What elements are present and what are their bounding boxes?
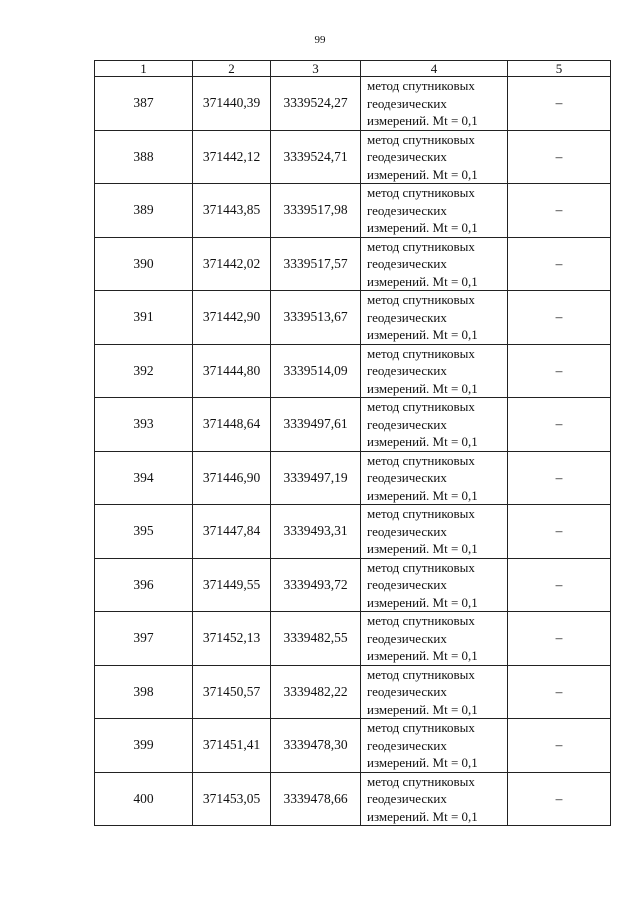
method-line: метод спутниковых bbox=[367, 666, 475, 682]
note-cell: – bbox=[508, 291, 611, 345]
point-number-cell: 390 bbox=[95, 237, 193, 291]
x-coordinate-cell: 371440,39 bbox=[193, 77, 271, 131]
method-line: геодезических bbox=[367, 684, 447, 699]
point-number-cell: 393 bbox=[95, 398, 193, 452]
method-line: измерений. Mt = 0,1 bbox=[367, 487, 478, 503]
y-coordinate-cell: 3339482,55 bbox=[271, 612, 361, 666]
method-line: метод спутниковых bbox=[367, 452, 475, 468]
method-line: измерений. Mt = 0,1 bbox=[367, 166, 478, 182]
page-number: 99 bbox=[314, 34, 326, 46]
note-cell: – bbox=[508, 719, 611, 773]
y-coordinate-cell: 3339514,09 bbox=[271, 344, 361, 398]
note-cell: – bbox=[508, 612, 611, 666]
x-coordinate-cell: 371453,05 bbox=[193, 772, 271, 826]
x-coordinate-cell: 371452,13 bbox=[193, 612, 271, 666]
x-coordinate-cell: 371451,41 bbox=[193, 719, 271, 773]
point-number-cell: 400 bbox=[95, 772, 193, 826]
x-coordinate-cell: 371443,85 bbox=[193, 184, 271, 238]
coordinates-table bbox=[94, 60, 611, 826]
note-cell: – bbox=[508, 772, 611, 826]
table-row bbox=[95, 237, 611, 291]
table-body bbox=[95, 77, 611, 826]
point-number-cell: 395 bbox=[95, 505, 193, 559]
note-cell: – bbox=[508, 451, 611, 505]
note-cell: – bbox=[508, 237, 611, 291]
x-coordinate-cell: 371450,57 bbox=[193, 665, 271, 719]
method-cell bbox=[361, 719, 508, 773]
table-row bbox=[95, 77, 611, 131]
method-line: геодезических bbox=[367, 577, 447, 592]
method-line: метод спутниковых bbox=[367, 506, 475, 521]
y-coordinate-cell: 3339497,19 bbox=[271, 451, 361, 505]
table-row bbox=[95, 612, 611, 666]
method-line: измерений. Mt = 0,1 bbox=[367, 113, 478, 128]
note-cell: – bbox=[508, 130, 611, 184]
method-line: измерений. Mt = 0,1 bbox=[367, 273, 478, 289]
table-row bbox=[95, 130, 611, 184]
method-line: метод спутниковых bbox=[367, 131, 475, 147]
x-coordinate-cell: 371446,90 bbox=[193, 451, 271, 505]
y-coordinate-cell: 3339493,31 bbox=[271, 505, 361, 559]
method-cell bbox=[361, 237, 508, 291]
table-row bbox=[95, 291, 611, 345]
method-cell bbox=[361, 184, 508, 238]
method-line: измерений. Mt = 0,1 bbox=[367, 380, 478, 396]
point-number-cell: 391 bbox=[95, 291, 193, 345]
method-line: метод спутниковых bbox=[367, 78, 475, 93]
x-coordinate-cell: 371442,90 bbox=[193, 291, 271, 345]
method-cell bbox=[361, 398, 508, 452]
method-line: геодезических bbox=[367, 363, 447, 378]
point-number-cell: 398 bbox=[95, 665, 193, 719]
x-coordinate-cell: 371442,12 bbox=[193, 130, 271, 184]
method-line: геодезических bbox=[367, 737, 447, 753]
note-cell: – bbox=[508, 398, 611, 452]
method-line: метод спутниковых bbox=[367, 720, 475, 735]
method-line: метод спутниковых bbox=[367, 773, 475, 789]
y-coordinate-cell: 3339517,57 bbox=[271, 237, 361, 291]
point-number-cell: 392 bbox=[95, 344, 193, 398]
method-line: геодезических bbox=[367, 630, 447, 646]
method-line: геодезических bbox=[367, 95, 447, 111]
note-cell: – bbox=[508, 184, 611, 238]
method-line: геодезических bbox=[367, 791, 447, 806]
x-coordinate-cell: 371444,80 bbox=[193, 344, 271, 398]
x-coordinate-cell: 371448,64 bbox=[193, 398, 271, 452]
method-cell bbox=[361, 558, 508, 612]
method-line: метод спутниковых bbox=[367, 238, 475, 254]
point-number-cell: 396 bbox=[95, 558, 193, 612]
note-cell: – bbox=[508, 665, 611, 719]
column-header-5: 5 bbox=[508, 61, 611, 77]
method-cell bbox=[361, 772, 508, 826]
table-row bbox=[95, 398, 611, 452]
column-header-2: 2 bbox=[193, 61, 271, 77]
y-coordinate-cell: 3339517,98 bbox=[271, 184, 361, 238]
method-cell bbox=[361, 344, 508, 398]
method-line: измерений. Mt = 0,1 bbox=[367, 594, 478, 610]
table-row bbox=[95, 665, 611, 719]
column-header-3: 3 bbox=[271, 61, 361, 77]
point-number-cell: 397 bbox=[95, 612, 193, 666]
method-cell bbox=[361, 77, 508, 131]
x-coordinate-cell: 371449,55 bbox=[193, 558, 271, 612]
table-row bbox=[95, 184, 611, 238]
method-line: измерений. Mt = 0,1 bbox=[367, 434, 478, 449]
method-cell bbox=[361, 612, 508, 666]
table-row bbox=[95, 505, 611, 559]
method-line: геодезических bbox=[367, 202, 447, 218]
y-coordinate-cell: 3339478,30 bbox=[271, 719, 361, 773]
x-coordinate-cell: 371447,84 bbox=[193, 505, 271, 559]
method-line: геодезических bbox=[367, 523, 447, 539]
method-line: измерений. Mt = 0,1 bbox=[367, 808, 478, 824]
method-line: измерений. Mt = 0,1 bbox=[367, 220, 478, 235]
method-line: метод спутниковых bbox=[367, 292, 475, 307]
column-header-4: 4 bbox=[361, 61, 508, 77]
method-line: метод спутниковых bbox=[367, 399, 475, 414]
method-line: метод спутниковых bbox=[367, 185, 475, 200]
method-line: измерений. Mt = 0,1 bbox=[367, 755, 478, 770]
y-coordinate-cell: 3339513,67 bbox=[271, 291, 361, 345]
point-number-cell: 389 bbox=[95, 184, 193, 238]
point-number-cell: 399 bbox=[95, 719, 193, 773]
method-line: измерений. Mt = 0,1 bbox=[367, 648, 478, 663]
y-coordinate-cell: 3339524,71 bbox=[271, 130, 361, 184]
table-row bbox=[95, 344, 611, 398]
method-line: метод спутниковых bbox=[367, 613, 475, 628]
table-row bbox=[95, 558, 611, 612]
y-coordinate-cell: 3339478,66 bbox=[271, 772, 361, 826]
y-coordinate-cell: 3339497,61 bbox=[271, 398, 361, 452]
method-line: измерений. Mt = 0,1 bbox=[367, 327, 478, 342]
y-coordinate-cell: 3339482,22 bbox=[271, 665, 361, 719]
method-cell bbox=[361, 291, 508, 345]
method-line: геодезических bbox=[367, 309, 447, 325]
method-cell bbox=[361, 505, 508, 559]
point-number-cell: 388 bbox=[95, 130, 193, 184]
point-number-cell: 394 bbox=[95, 451, 193, 505]
method-cell bbox=[361, 130, 508, 184]
y-coordinate-cell: 3339524,27 bbox=[271, 77, 361, 131]
table-row bbox=[95, 719, 611, 773]
method-cell bbox=[361, 665, 508, 719]
method-line: метод спутниковых bbox=[367, 559, 475, 575]
note-cell: – bbox=[508, 344, 611, 398]
method-cell bbox=[361, 451, 508, 505]
note-cell: – bbox=[508, 77, 611, 131]
method-line: геодезических bbox=[367, 470, 447, 485]
method-line: измерений. Mt = 0,1 bbox=[367, 541, 478, 556]
note-cell: – bbox=[508, 558, 611, 612]
column-header-1: 1 bbox=[95, 61, 193, 77]
method-line: измерений. Mt = 0,1 bbox=[367, 701, 478, 717]
x-coordinate-cell: 371442,02 bbox=[193, 237, 271, 291]
y-coordinate-cell: 3339493,72 bbox=[271, 558, 361, 612]
point-number-cell: 387 bbox=[95, 77, 193, 131]
method-line: метод спутниковых bbox=[367, 345, 475, 361]
method-line: геодезических bbox=[367, 256, 447, 271]
table-row bbox=[95, 772, 611, 826]
header-row bbox=[95, 61, 611, 77]
method-line: геодезических bbox=[367, 416, 447, 432]
note-cell: – bbox=[508, 505, 611, 559]
table-row bbox=[95, 451, 611, 505]
method-line: геодезических bbox=[367, 149, 447, 164]
